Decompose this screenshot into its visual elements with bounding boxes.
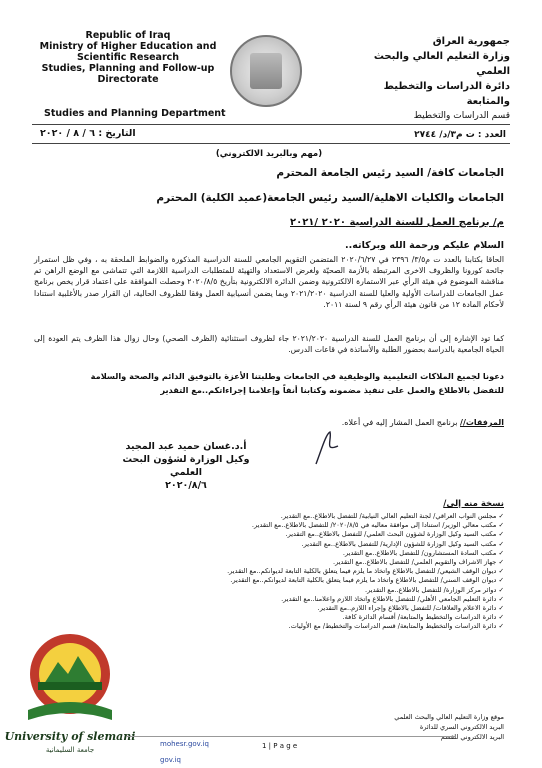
list-item: ✓ دائرة الاعلام والعلاقات/ للتفضل بالاطلاع وإجراء اللازم..مع التقدير. [124,604,504,613]
reference-date: التاريخ : ٦ / ٨ / ٢٠٢٠ [40,128,136,139]
list-item: ✓ دوائر مركز الوزارة/ للتفضل بالاطلاع..مع التقدير. [124,586,504,595]
list-item: ✓ جهاز الاشراف والتقويم العلمي/ للتفضل بالاطلاع..مع التقدير. [124,558,504,567]
department-en: Studies and Planning Department [44,108,226,119]
header-en-line5: Directorate [97,74,159,85]
recipient-line-2: الجامعات والكليات الاهلية/السيد رئيس الجامعة(عميد الكلية) المحترم [156,192,504,204]
header-en-line1: Republic of Iraq [85,30,171,41]
list-item: ✓ دائرة التعليم الجامعي الأهلي/ للتفضل بالاطلاع واتخاذ اللازم واعلامنا..مع التقدير. [124,595,504,604]
signatory-title: وكيل الوزارة لشؤون البحث العلمي [122,454,250,478]
header-ar-line4: قسم الدراسات والتخطيط [413,111,510,121]
university-logo [4,622,136,760]
signature-block [106,440,266,492]
attachments-text: برنامج العمل المشار إليه في أعلاه. [341,418,458,427]
signature-date: ٢٠٢٠/٨/٦ [165,480,207,491]
header-en-line4: Studies, Planning and Follow-up [41,63,215,74]
arabic-header [350,34,510,124]
logo-arabic-text: جامعة السليمانية [45,746,95,754]
header-ar-line1: جمهورية العراق [432,36,510,47]
list-item: ✓ دائرة الدراسات والتخطيط والمتابعة/ قسم الدراسات والتخطيط/ مع الأوليات. [124,622,504,631]
footer-divider [126,736,456,737]
list-item: ✓ مكتب السيد وكيل الوزارة للشؤون الإدارية/ للتفضل بالاطلاع..مع التقدير. [124,540,504,549]
english-header [38,30,218,85]
list-item: ✓ ديوان الوقف الشيعي/ للتفضل بالاطلاع واتخاذ ما يلزم فيما يتعلق بالكلية التابعة لديوانكم..مع التقدير. [124,567,504,576]
attachments [34,418,504,427]
seal-emblem-icon [250,53,282,89]
header-divider [32,124,510,125]
header-ar-line3: دائرة الدراسات والتخطيط والمتابعة [383,81,510,107]
list-item: ✓ مكتب السادة المستشارون/ للتفضل بالاطلاع..مع التقدير. [124,549,504,558]
header-en-line2: Ministry of Higher Education and [39,41,217,52]
greeting: السلام عليكم ورحمة الله وبركاته.. [345,240,504,251]
copies-heading: نسخة منه إلى/ [443,499,504,509]
email-note: (مهم وبالبريد الالكتروني) [215,149,323,159]
reference-number: العدد : ت م٣/د/ ٢٧٤٤ [414,130,506,140]
ref-divider [32,143,510,144]
footer-line-1: موقع وزارة التعليم العالي والبحث العلمي [394,713,504,721]
page-number: 1 | P a g e [262,742,298,750]
list-item: ✓ مكتب السيد وكيل الوزارة لشؤون البحث العلمي/ للتفضل بالاطلاع..مع التقدير. [124,530,504,539]
logo-name-text: University of slemani [4,730,136,743]
footer-link-website[interactable]: mohesr.gov.iq [160,740,209,748]
closing-call [34,369,504,397]
closing-line-1: دعونا لجميع الملاكات التعليمية والوظيفية في الجامعات وطلبتنا الأعزة بالتوفيق الدائم والصحة والسلامة [90,371,504,381]
footer-line-3: البريد الالكتروني للقسم [440,733,504,741]
attachments-label: المرفقات// [460,418,504,427]
header-ar-line2: وزارة التعليم العالي والبحث العلمي [373,51,510,77]
list-item: ✓ مكتب معالي الوزير/ استنادا إلى موافقة معاليه في ٢٠٢٠/٨/٥/ للتفضل بالاطلاع..مع التقدير. [124,521,504,530]
closing-line-2: للتفضل بالاطلاع والعمل على تنفيذ مضمونه وكتابنا أنفاً وإعلامنا إجراءاتكم..مع التقدير [160,385,504,395]
footer-line-2: البريد الالكتروني السري للدائرة [419,723,504,731]
handwritten-signature [312,428,342,468]
signatory-name: أ.د.غسان حميد عبد المجيد [125,441,247,452]
paragraph-1: الحاقا بكتابنا بالعدد ت م٣/٥/ ٢٣٩٦ في ٢٠٢٠/٦/٢٧ المتضمن التقويم الجامعي للسنة الدراسية المذكورة والضوابط الملحقة به ، وفي ظل استمرار جائحة كورونا والظروف الاخرى المرتبطة بالأزمة الصحيّة ولغرض الاستعداد والتهيئة للمتطلبات الدراسية اللازمة التي تتماشى مع الوضع الراهن تم مناقشة الموضوع في هيئة الرأي عبر الاستمارة الالكترونية وضمن الدائرة الالكترونية بتأريخ ٢٠٢٠/٨/٥ وحصلت الموافقة على اعتماد قرار يخص برنامج عمل الجامعات للدراسات الأولية والعليا للسنة الدراسية ٢٠٢١/٢٠٢٠ وبما يضمن أنسيابية العمل وفقا للظروف الحالية، ان القرار صدر بالأغلبية استنادا لأحكام المادة ١٢ من قانون هيئة الرأي رقم ٩ لسنة ٢٠١١. [34,255,505,309]
list-item: ✓ مجلس النواب العراقي/ لجنة التعليم العالي النيابية/ للتفضل بالاطلاع..مع التقدير. [124,512,504,521]
list-item: ✓ ديوان الوقف السني/ للتفضل بالاطلاع واتخاذ ما يلزم فيما يتعلق بالكلية التابعة لديوانكم..مع التقدير. [124,576,504,585]
list-item: ✓ دائرة الدراسات والتخطيط والمتابعة/ أقسام الدائرة كافة. [124,613,504,622]
footer-link-email[interactable]: gov.iq [160,756,181,764]
recipient-line-1: الجامعات كافة/ السيد رئيس الجامعة المحترم [276,167,504,179]
header-en-line3: Scientific Research [76,52,180,63]
footer-contacts [354,712,504,742]
ministry-seal-logo [230,35,302,107]
paragraph-2: كما تود الإشارة إلى أن برنامج العمل للسنة الدراسية ٢٠٢١/٢٠٢٠ جاء لظروف استثنائية (الظرف الصحي) وحال زوال هذا الظرف يتم العودة إلى الحياة الجامعية بالدراسة بحضور الطلبة والأساتذة في قاعات الدرس. [34,334,505,355]
copies-list [124,512,504,632]
subject-line: م/ برنامج العمل للسنة الدراسية ٢٠٢٠ /٢٠٢١ [290,217,504,228]
